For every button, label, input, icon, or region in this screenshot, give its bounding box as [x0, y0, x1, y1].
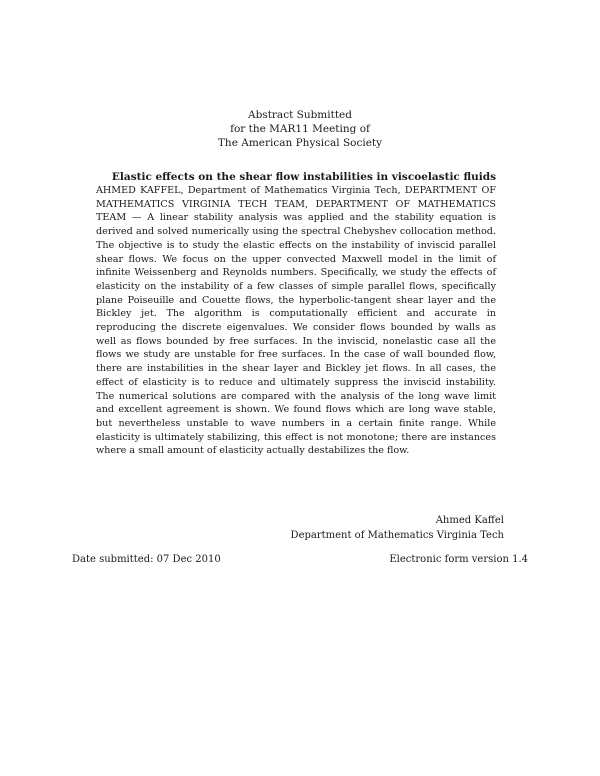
abstract-separator: —	[126, 212, 148, 224]
date-submitted: Date submitted: 07 Dec 2010	[72, 554, 221, 565]
abstract-authors: AHMED KAFFEL, Department of Mathematics Virginia Tech, DEPARTMENT OF MATHEMATICS VIRGINIA TECH TEAM, DEPARTMENT OF MATHEMATICS TEAM	[96, 185, 496, 224]
abstract-title: Elastic effects on the shear flow instabilities in viscoelastic fluids	[111, 171, 496, 183]
header-line-abstract-submitted: Abstract Submitted	[248, 109, 352, 121]
form-version: Electronic form version 1.4	[389, 554, 528, 565]
abstract-body	[96, 184, 496, 458]
signature-affiliation: Department of Mathematics Virginia Tech	[290, 530, 504, 541]
abstract-text: A linear stability analysis was applied and the stability equation is derived and solved numerically using the spectral Chebyshev collocation method. The objective is to study the elastic effects on the instability of inviscid parallel shear flows. We focus on the upper convected Maxwell model in the limit of infinite Weissenberg and Reynolds numbers. Specifically, we study the effects of elasticity on the instability of a few classes of simple parallel flows, specifically plane Poiseuille and Couette flows, the hyperbolic-tangent shear layer and the Bickley jet. The algorithm is computationally efficient and accurate in reproducing the discrete eigenvalues. We consider flows bounded by walls as well as flows bounded by free surfaces. In the inviscid, nonelastic case all the flows we study are unstable for free surfaces. In the case of wall bounded flow, there are instabilities in the shear layer and Bickley jet flows. In all cases, the effect of elasticity is to reduce and ultimately suppress the inviscid instability. The numerical solutions are compared with the analysis of the long wave limit and excellent agreement is shown. We found flows which are long wave stable, but nevertheless unstable to wave numbers in a certain finite range. While elasticity is ultimately stabilizing, this effect is not monotone; there are instances where a small amount of elasticity actually destabilizes the flow.	[96, 212, 496, 457]
signature-name: Ahmed Kaffel	[435, 515, 504, 526]
header-line-meeting: for the MAR11 Meeting of	[230, 123, 370, 135]
signature-block	[204, 513, 504, 543]
submission-header	[0, 108, 600, 150]
header-line-society: The American Physical Society	[217, 137, 383, 149]
